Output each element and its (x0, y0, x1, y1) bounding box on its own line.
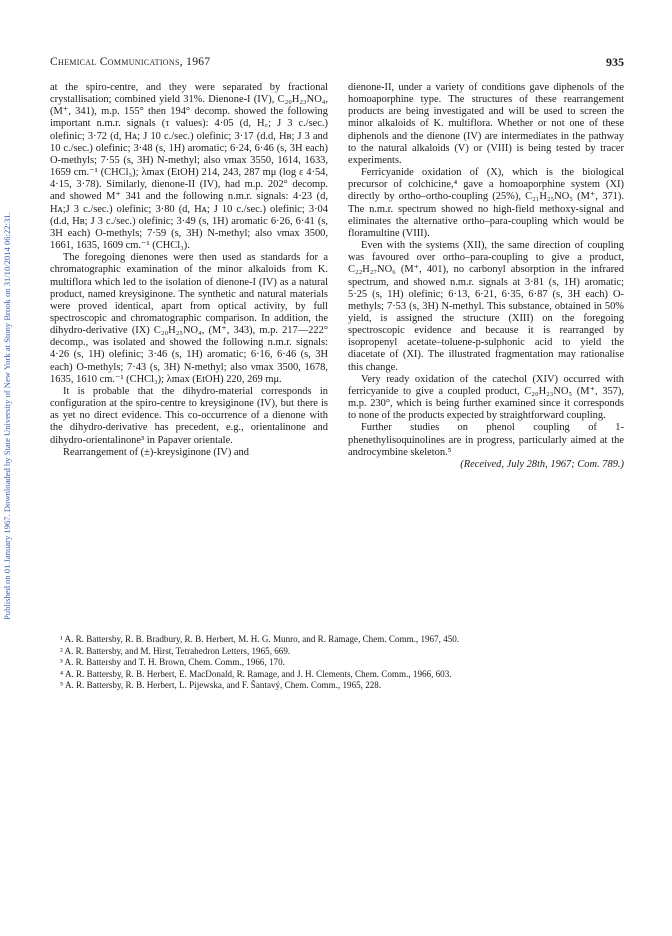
paragraph: at the spiro-centre, and they were separated by fractional crystallisation; combined yield 31%. Dienone-I (IV), C₂₀H₂₃NO₄, (M⁺, 341), m.p. 155° then 194° decomp. showed the following important n.m.r. signals (τ values): 4·05 (d, H꜀; J 3 c./sec.) olefinic; 3·72 (d, Hᴀ; J 10 c./sec.) olefinic; 3·17 (d.d, Hʙ; J 3 and 10 c./sec.) olefinic; 3·48 (s, 1H) aromatic; 6·24, 6·46 (s, 3H each) O-methyls; 7·55 (s, 3H) N-methyl; also νmax 3550, 1614, 1633, 1659 cm.⁻¹ (CHCl₃); λmax (EtOH) 214, 243, 287 mμ (log ε 4·54, 4·15, 3·78). Similarly, dienone-II (IV), had m.p. 202° decomp. and showed M⁺ 341 and the following n.m.r. signals: 4·23 (d, Hᴀ;J 3 c./sec.) olefinic; 3·80 (d, Hᴀ; J 10 c./sec.) olefinic; 3·04 (d.d, Hʙ; J 3 c./sec.) olefinic; 3·49 (s, 1H) aromatic 6·26, 6·41 (s, 3H each) O-methyls; 7·59 (s, 3H) N-methyl; also νmax 3500, 1661, 1635, 1609 cm.⁻¹ (CHCl₃). (50, 82, 328, 252)
paragraph: Rearrangement of (±)-kreysiginone (IV) and (63, 446, 249, 458)
paragraph: Further studies on phenol coupling of 1-phenethylisoquinolines are in progress, particularly aimed at the androcymbine skeleton.⁵ (348, 422, 624, 458)
page-number: 935 (606, 55, 624, 69)
paragraph: Ferricyanide oxidation of (X), which is the biological precursor of colchicine,⁴ gave a homoaporphine system (XI) directly by ortho–ortho-coupling (25%), C₂₁H₂₅NO₅ (M⁺, 371). The n.m.r. spectrum showed no high-field methoxy-signal and eliminates the alternative ortho–para-coupling which would be floramultine (VIII). (348, 167, 624, 239)
reference-item: ⁵ A. R. Battersby, R. B. Herbert, L. Pijewska, and F. Šantavý, Chem. Comm., 1965, 228. (60, 680, 382, 691)
references (60, 634, 624, 692)
paragraph: dienone-II, under a variety of conditions gave diphenols of the homoaporphine type. The structures of these rearrangement products are being investigated and will be used to screen the minor alkaloids of K. multiflora. Whether or not one of these diphenols and the dienone (IV) are intermediates in the pathway to the natural alkaloids (V) or (VIII) is being tested by tracer experiments. (348, 82, 624, 166)
paragraph: The foregoing dienones were then used as standards for a chromatographic examination of the minor alkaloids from K. multiflora which led to the isolation of dienone-I (IV) as a natural product, named kreysiginone. The synthetic and natural materials were proved identical, apart from optical activity, by full spectroscopic and chromatographic comparison. In addition, the dihydro-derivative (IX) C₂₀H₂₅NO₄, (M⁺, 343), m.p. 217—222° decomp., was isolated and showed the following n.m.r. signals: 4·26 (s, 1H) olefinic; 3·46 (s, 1H) aromatic; 6·16, 6·46 (s, 3H each) O-methyls; 7·43 (s, 3H) N-methyl; also νmax 3500, 1678, 1635, 1610 cm.⁻¹ (CHCl₃); λmax (EtOH) 220, 269 mμ. (50, 252, 328, 385)
journal-title: Chemical Communications, 1967 (50, 55, 211, 68)
paragraph: Even with the systems (XII), the same direction of coupling was favoured over ortho–para-coupling to give a product, C₂₂H₂₇NO₆ (M⁺, 401), no carbonyl absorption in the infrared spectrum, and showed n.m.r. signals at 3·81 (s, 1H) aromatic; 5·25 (s, 1H) olefinic; 6·13, 6·21, 6·35, 6·87 (s, 3H each) O-methyls; 7·53 (s, 3H) N-methyl. This substance, obtained in 50% yield, is assigned the structure (XIII) on the foregoing spectroscopic evidence and because it is rearranged by isopropenyl acetate–toluene-p-sulphonic acid to yield the diacetate of (XI). The illustrated fragmentation may rationalise this change. (348, 240, 624, 373)
right-column (348, 82, 624, 471)
paragraph: It is probable that the dihydro-material corresponds in configuration at the spiro-centre to kreysiginone (IV), but there is as yet no direct evidence. This co-occurrence of a dienone with the dihydro-derivative has precedent, e.g., orientalinone and dihydro-orientalinone³ in Papaver orientale. (50, 385, 328, 446)
reference-item: ⁴ A. R. Battersby, R. B. Herbert, E. MacDonald, R. Ramage, and J. H. Clements, Chem. Comm., 1966, 603. (60, 668, 452, 679)
page-header (50, 55, 624, 71)
reference-item: ³ A. R. Battersby and T. H. Brown, Chem. Comm., 1966, 170. (60, 657, 285, 668)
left-column (50, 82, 328, 459)
reference-item: ² A. R. Battersby, and M. Hirst, Tetrahedron Letters, 1965, 669. (60, 645, 291, 656)
download-watermark: Published on 01 January 1967. Downloaded by State University of New York at Stony Brook on 31/10/2014 06:22:31. (2, 212, 12, 620)
received-date: (Received, July 28th, 1967; Com. 789.) (460, 458, 624, 470)
paragraph: Very ready oxidation of the catechol (XIV) occurred with ferricyanide to give a coupled product, C₂₀H₂₃NO₅ (M⁺, 357), m.p. 230°, which is being further examined since it corresponds to none of the products expected by straightforward coupling. (348, 373, 624, 422)
reference-item: ¹ A. R. Battersby, R. B. Bradbury, R. B. Herbert, M. H. G. Munro, and R. Ramage, Chem. Comm., 1967, 450. (60, 634, 460, 644)
